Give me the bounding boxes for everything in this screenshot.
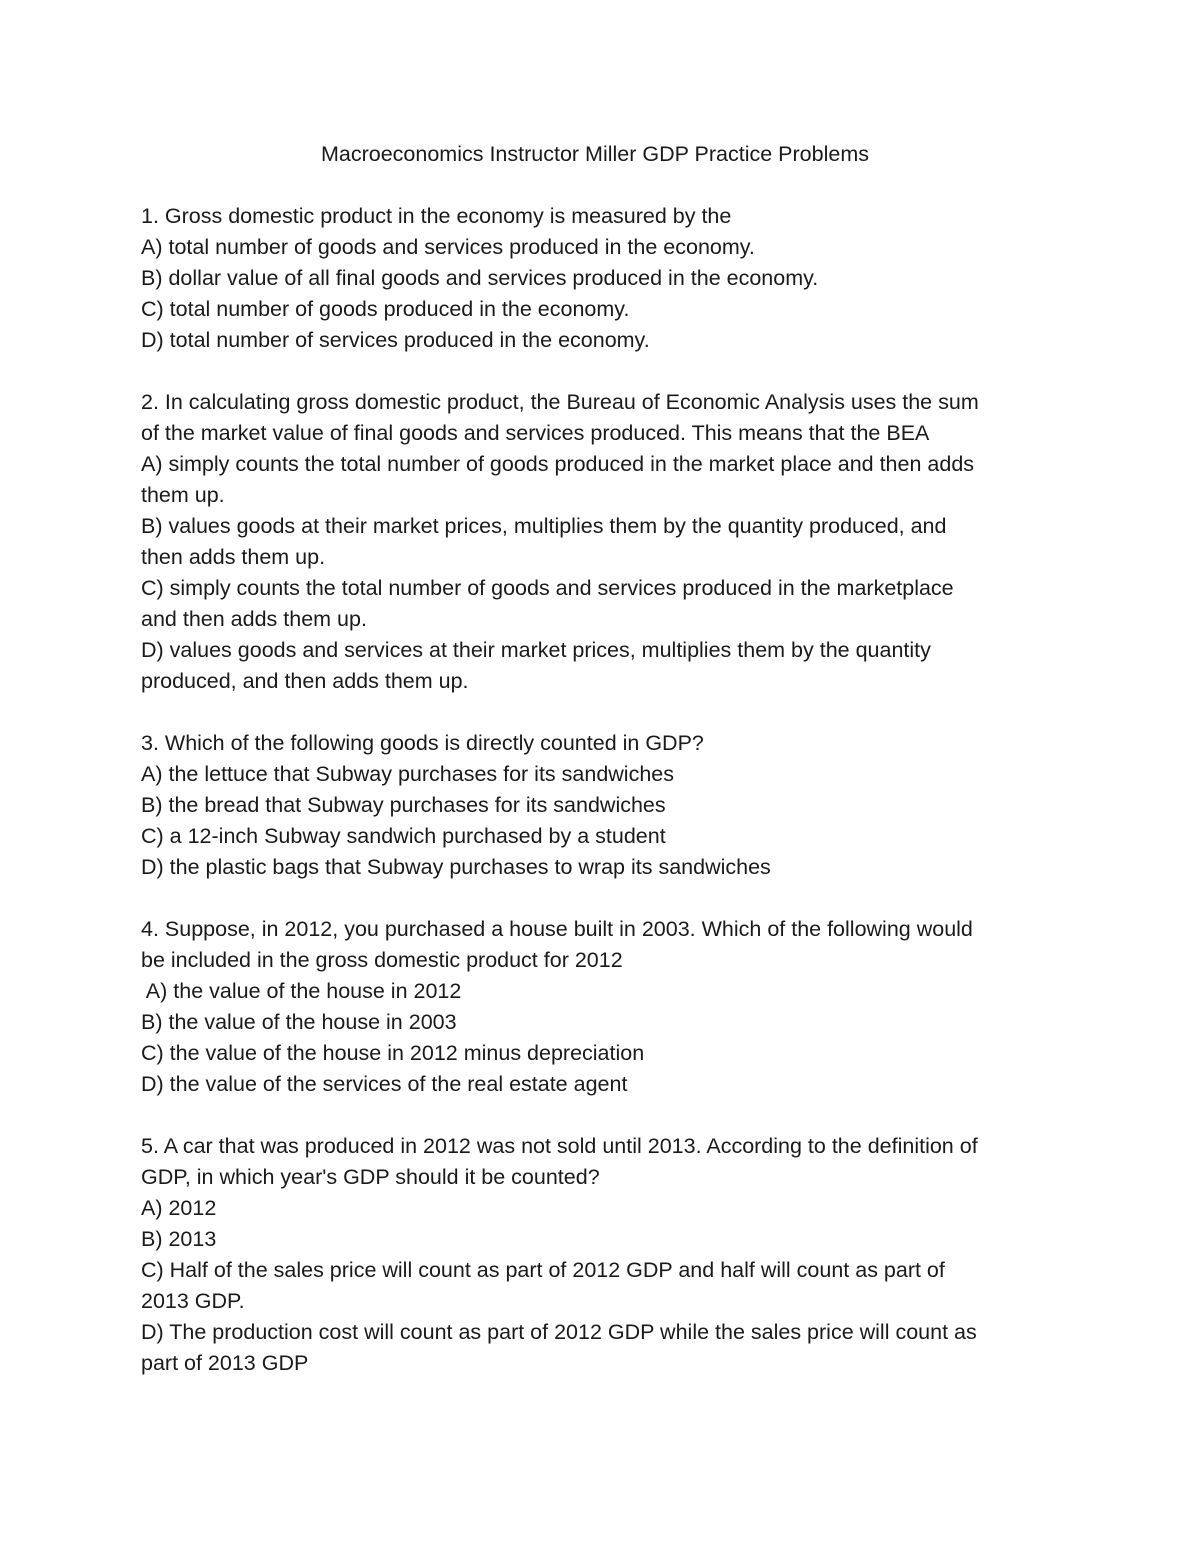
- question-4-line: A) the value of the house in 2012: [141, 979, 462, 1003]
- question-3-line: C) a 12-inch Subway sandwich purchased by a student: [141, 824, 666, 848]
- question-2-line: D) values goods and services at their market prices, multiplies them by the quantity: [141, 638, 931, 662]
- question-3-line: A) the lettuce that Subway purchases for its sandwiches: [141, 762, 674, 786]
- question-2-line: 2. In calculating gross domestic product, the Bureau of Economic Analysis uses the sum: [141, 390, 979, 414]
- question-5-line: B) 2013: [141, 1227, 217, 1251]
- question-4: [141, 914, 1071, 1100]
- question-4-line: B) the value of the house in 2003: [141, 1010, 457, 1034]
- question-2: [141, 387, 1071, 697]
- question-2-line: C) simply counts the total number of goods and services produced in the marketplace: [141, 576, 954, 600]
- question-3-line: D) the plastic bags that Subway purchases to wrap its sandwiches: [141, 855, 771, 879]
- question-3: [141, 728, 1071, 883]
- question-5-line: A) 2012: [141, 1196, 217, 1220]
- question-3-line: B) the bread that Subway purchases for its sandwiches: [141, 793, 666, 817]
- question-5-line: part of 2013 GDP: [141, 1351, 309, 1375]
- question-5-line: 2013 GDP.: [141, 1289, 245, 1313]
- question-5-line: 5. A car that was produced in 2012 was not sold until 2013. According to the definition of: [141, 1134, 978, 1158]
- question-list: [141, 201, 1071, 1379]
- question-1: [141, 201, 1071, 356]
- question-2-line: and then adds them up.: [141, 607, 367, 631]
- question-1-line: C) total number of goods produced in the economy.: [141, 297, 630, 321]
- question-1-line: D) total number of services produced in the economy.: [141, 328, 650, 352]
- question-2-line: B) values goods at their market prices, multiplies them by the quantity produced, and: [141, 514, 947, 538]
- question-5-line: D) The production cost will count as part of 2012 GDP while the sales price will count as: [141, 1320, 977, 1344]
- question-3-line: 3. Which of the following goods is directly counted in GDP?: [141, 731, 704, 755]
- question-4-line: be included in the gross domestic product for 2012: [141, 948, 623, 972]
- question-4-line: D) the value of the services of the real estate agent: [141, 1072, 628, 1096]
- question-2-line: of the market value of final goods and services produced. This means that the BEA: [141, 421, 930, 445]
- question-2-line: produced, and then adds them up.: [141, 669, 469, 693]
- question-4-line: 4. Suppose, in 2012, you purchased a house built in 2003. Which of the following would: [141, 917, 973, 941]
- question-5-line: C) Half of the sales price will count as part of 2012 GDP and half will count as part of: [141, 1258, 945, 1282]
- document-title: Macroeconomics Instructor Miller GDP Practice Problems: [320, 142, 869, 166]
- question-4-line: C) the value of the house in 2012 minus depreciation: [141, 1041, 645, 1065]
- question-2-line: them up.: [141, 483, 225, 507]
- question-2-line: then adds them up.: [141, 545, 326, 569]
- question-1-line: B) dollar value of all final goods and services produced in the economy.: [141, 266, 819, 290]
- question-2-line: A) simply counts the total number of goods produced in the market place and then adds: [141, 452, 975, 476]
- question-1-line: 1. Gross domestic product in the economy is measured by the: [141, 204, 732, 228]
- question-5: [141, 1131, 1071, 1379]
- question-1-line: A) total number of goods and services produced in the economy.: [141, 235, 755, 259]
- question-5-line: GDP, in which year's GDP should it be counted?: [141, 1165, 600, 1189]
